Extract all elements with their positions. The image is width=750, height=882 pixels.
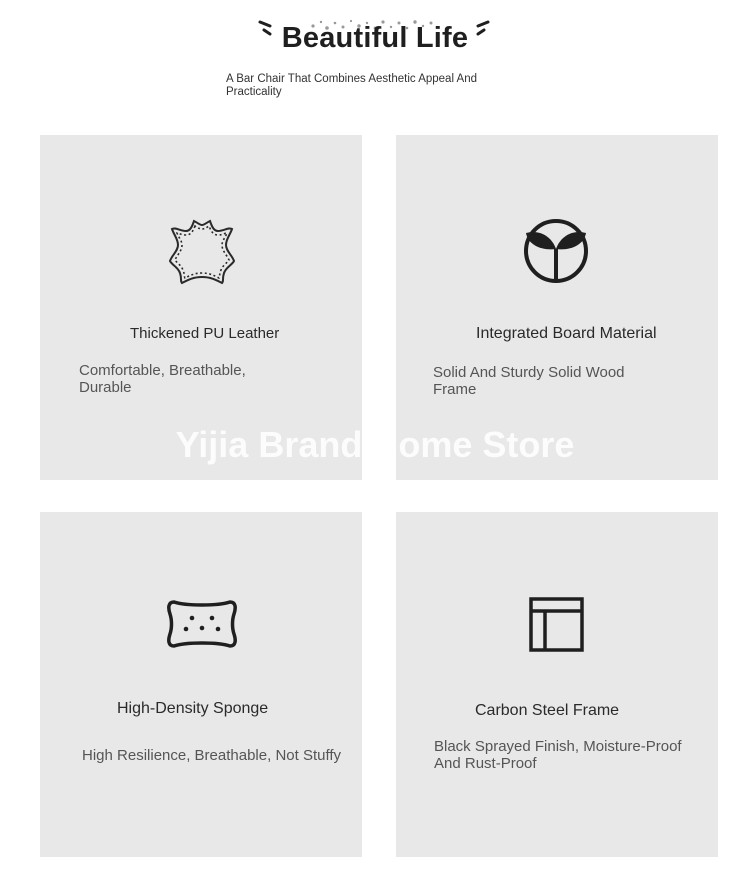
feature-description: Black Sprayed Finish, Moisture-Proof And Rust-Proof xyxy=(434,738,682,772)
feature-card-sponge xyxy=(40,512,362,857)
store-watermark: Yijia Brand Home Store xyxy=(175,424,575,465)
feature-description: Solid And Sturdy Solid Wood Frame xyxy=(433,364,625,398)
header xyxy=(0,0,750,120)
feature-description: High Resilience, Breathable, Not Stuffy xyxy=(82,747,342,764)
feature-heading: Carbon Steel Frame xyxy=(475,702,620,719)
feature-card-steel-frame xyxy=(396,512,718,857)
frame-icon xyxy=(529,597,584,652)
leather-icon xyxy=(168,217,236,285)
sponge-icon xyxy=(166,598,238,650)
sprout-icon xyxy=(522,219,590,283)
page-title: Beautiful Life xyxy=(281,22,469,54)
feature-heading: High-Density Sponge xyxy=(117,700,269,717)
feature-heading: Integrated Board Material xyxy=(476,325,657,342)
feature-heading: Thickened PU Leather xyxy=(130,325,280,342)
feature-description: Comfortable, Breathable, Durable xyxy=(79,362,246,396)
page-subtitle: A Bar Chair That Combines Aesthetic Appeal And Practicality xyxy=(226,73,478,98)
